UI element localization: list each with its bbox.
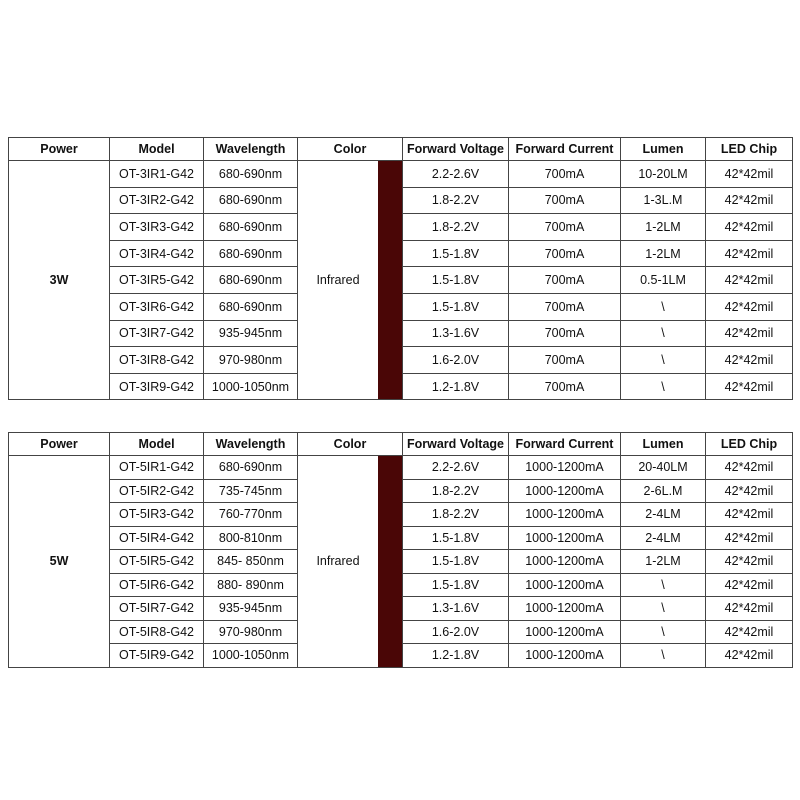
color-cell — [298, 161, 403, 400]
header-forward-voltage: Forward Voltage — [403, 138, 509, 161]
wavelength-cell: 680-690nm — [204, 161, 298, 188]
forward-voltage-cell: 1.5-1.8V — [403, 293, 509, 320]
forward-current-cell: 1000-1200mA — [509, 503, 621, 527]
led-chip-cell: 42*42mil — [706, 214, 793, 241]
led-chip-cell: 42*42mil — [706, 573, 793, 597]
wavelength-cell: 760-770nm — [204, 503, 298, 527]
forward-voltage-cell: 1.8-2.2V — [403, 214, 509, 241]
wavelength-cell: 935-945nm — [204, 597, 298, 621]
led-chip-cell: 42*42mil — [706, 161, 793, 188]
wavelength-cell: 680-690nm — [204, 456, 298, 480]
model-cell: OT-5IR7-G42 — [110, 597, 204, 621]
forward-current-cell: 1000-1200mA — [509, 597, 621, 621]
forward-current-cell: 700mA — [509, 161, 621, 188]
lumen-cell: 2-4LM — [621, 503, 706, 527]
led-chip-cell: 42*42mil — [706, 644, 793, 668]
header-forward-current: Forward Current — [509, 138, 621, 161]
model-cell: OT-5IR5-G42 — [110, 550, 204, 574]
wavelength-cell: 970-980nm — [204, 347, 298, 374]
header-led-chip: LED Chip — [706, 433, 793, 456]
model-cell: OT-3IR1-G42 — [110, 161, 204, 188]
color-cell — [298, 456, 403, 668]
lumen-cell: 0.5-1LM — [621, 267, 706, 294]
led-chip-cell: 42*42mil — [706, 620, 793, 644]
wavelength-cell: 680-690nm — [204, 187, 298, 214]
header-power: Power — [9, 433, 110, 456]
header-model: Model — [110, 138, 204, 161]
spec-table-3w — [8, 137, 793, 400]
wavelength-cell: 680-690nm — [204, 267, 298, 294]
forward-voltage-cell: 2.2-2.6V — [403, 161, 509, 188]
header-model: Model — [110, 433, 204, 456]
forward-current-cell: 1000-1200mA — [509, 526, 621, 550]
lumen-cell: \ — [621, 597, 706, 621]
header-row — [9, 433, 793, 456]
forward-voltage-cell: 1.5-1.8V — [403, 573, 509, 597]
led-chip-cell: 42*42mil — [706, 550, 793, 574]
lumen-cell: 1-2LM — [621, 550, 706, 574]
model-cell: OT-5IR8-G42 — [110, 620, 204, 644]
model-cell: OT-5IR3-G42 — [110, 503, 204, 527]
model-cell: OT-3IR9-G42 — [110, 373, 204, 400]
header-lumen: Lumen — [621, 138, 706, 161]
lumen-cell: 1-2LM — [621, 214, 706, 241]
forward-current-cell: 700mA — [509, 267, 621, 294]
forward-voltage-cell: 1.2-1.8V — [403, 373, 509, 400]
wavelength-cell: 680-690nm — [204, 214, 298, 241]
lumen-cell: \ — [621, 620, 706, 644]
power-cell: 5W — [9, 456, 110, 668]
model-cell: OT-5IR6-G42 — [110, 573, 204, 597]
spec-table-5w — [8, 432, 793, 668]
model-cell: OT-5IR9-G42 — [110, 644, 204, 668]
header-wavelength: Wavelength — [204, 138, 298, 161]
forward-current-cell: 1000-1200mA — [509, 550, 621, 574]
forward-voltage-cell: 1.2-1.8V — [403, 644, 509, 668]
color-swatch — [378, 161, 402, 399]
led-chip-cell: 42*42mil — [706, 526, 793, 550]
model-cell: OT-3IR7-G42 — [110, 320, 204, 347]
led-chip-cell: 42*42mil — [706, 503, 793, 527]
color-swatch — [378, 456, 402, 667]
header-row — [9, 138, 793, 161]
led-chip-cell: 42*42mil — [706, 187, 793, 214]
color-label: Infrared — [316, 554, 360, 569]
wavelength-cell: 880- 890nm — [204, 573, 298, 597]
color-label: Infrared — [316, 273, 360, 288]
model-cell: OT-3IR4-G42 — [110, 240, 204, 267]
led-chip-cell: 42*42mil — [706, 597, 793, 621]
forward-current-cell: 700mA — [509, 347, 621, 374]
lumen-cell: 2-6L.M — [621, 479, 706, 503]
forward-current-cell: 700mA — [509, 187, 621, 214]
model-cell: OT-3IR3-G42 — [110, 214, 204, 241]
wavelength-cell: 680-690nm — [204, 240, 298, 267]
model-cell: OT-5IR4-G42 — [110, 526, 204, 550]
forward-current-cell: 1000-1200mA — [509, 479, 621, 503]
lumen-cell: \ — [621, 573, 706, 597]
led-chip-cell: 42*42mil — [706, 240, 793, 267]
header-power: Power — [9, 138, 110, 161]
forward-current-cell: 700mA — [509, 373, 621, 400]
forward-current-cell: 1000-1200mA — [509, 456, 621, 480]
header-lumen: Lumen — [621, 433, 706, 456]
model-cell: OT-5IR1-G42 — [110, 456, 204, 480]
header-color: Color — [298, 433, 403, 456]
forward-voltage-cell: 1.8-2.2V — [403, 503, 509, 527]
lumen-cell: \ — [621, 373, 706, 400]
lumen-cell: 1-2LM — [621, 240, 706, 267]
forward-current-cell: 700mA — [509, 293, 621, 320]
wavelength-cell: 800-810nm — [204, 526, 298, 550]
header-color: Color — [298, 138, 403, 161]
forward-voltage-cell: 1.3-1.6V — [403, 320, 509, 347]
lumen-cell: 10-20LM — [621, 161, 706, 188]
wavelength-cell: 1000-1050nm — [204, 644, 298, 668]
wavelength-cell: 935-945nm — [204, 320, 298, 347]
model-cell: OT-3IR6-G42 — [110, 293, 204, 320]
model-cell: OT-3IR2-G42 — [110, 187, 204, 214]
led-chip-cell: 42*42mil — [706, 479, 793, 503]
forward-current-cell: 1000-1200mA — [509, 573, 621, 597]
table-row — [9, 456, 793, 480]
forward-voltage-cell: 1.8-2.2V — [403, 187, 509, 214]
forward-voltage-cell: 1.5-1.8V — [403, 526, 509, 550]
lumen-cell: 2-4LM — [621, 526, 706, 550]
lumen-cell: \ — [621, 644, 706, 668]
led-chip-cell: 42*42mil — [706, 320, 793, 347]
forward-current-cell: 700mA — [509, 320, 621, 347]
wavelength-cell: 970-980nm — [204, 620, 298, 644]
forward-voltage-cell: 1.3-1.6V — [403, 597, 509, 621]
wavelength-cell: 680-690nm — [204, 293, 298, 320]
forward-voltage-cell: 1.6-2.0V — [403, 347, 509, 374]
forward-voltage-cell: 1.5-1.8V — [403, 240, 509, 267]
model-cell: OT-3IR5-G42 — [110, 267, 204, 294]
wavelength-cell: 735-745nm — [204, 479, 298, 503]
lumen-cell: \ — [621, 320, 706, 347]
forward-current-cell: 700mA — [509, 240, 621, 267]
model-cell: OT-5IR2-G42 — [110, 479, 204, 503]
wavelength-cell: 1000-1050nm — [204, 373, 298, 400]
header-forward-current: Forward Current — [509, 433, 621, 456]
forward-voltage-cell: 1.8-2.2V — [403, 479, 509, 503]
header-forward-voltage: Forward Voltage — [403, 433, 509, 456]
led-chip-cell: 42*42mil — [706, 293, 793, 320]
led-chip-cell: 42*42mil — [706, 456, 793, 480]
lumen-cell: \ — [621, 293, 706, 320]
lumen-cell: \ — [621, 347, 706, 374]
forward-voltage-cell: 2.2-2.6V — [403, 456, 509, 480]
wavelength-cell: 845- 850nm — [204, 550, 298, 574]
model-cell: OT-3IR8-G42 — [110, 347, 204, 374]
led-chip-cell: 42*42mil — [706, 373, 793, 400]
lumen-cell: 1-3L.M — [621, 187, 706, 214]
power-cell: 3W — [9, 161, 110, 400]
header-led-chip: LED Chip — [706, 138, 793, 161]
led-chip-cell: 42*42mil — [706, 267, 793, 294]
forward-current-cell: 1000-1200mA — [509, 620, 621, 644]
forward-voltage-cell: 1.5-1.8V — [403, 550, 509, 574]
header-wavelength: Wavelength — [204, 433, 298, 456]
forward-current-cell: 1000-1200mA — [509, 644, 621, 668]
table-row — [9, 161, 793, 188]
led-chip-cell: 42*42mil — [706, 347, 793, 374]
forward-voltage-cell: 1.5-1.8V — [403, 267, 509, 294]
forward-voltage-cell: 1.6-2.0V — [403, 620, 509, 644]
forward-current-cell: 700mA — [509, 214, 621, 241]
lumen-cell: 20-40LM — [621, 456, 706, 480]
